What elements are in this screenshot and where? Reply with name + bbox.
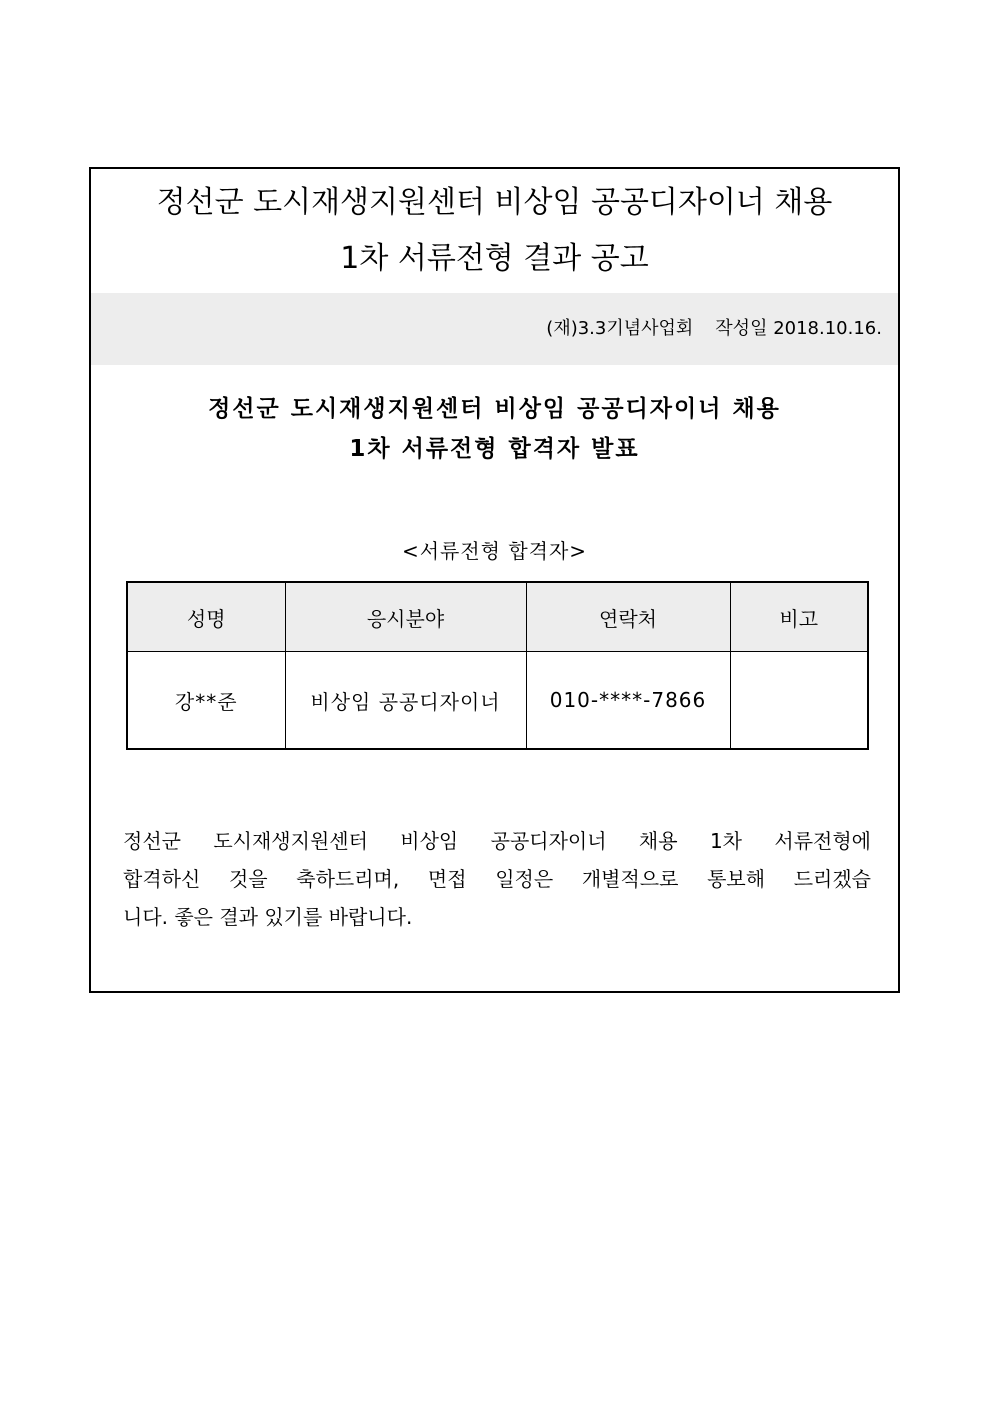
cell-name: 강**준 (127, 652, 285, 750)
date-value: 2018.10.16. (773, 318, 882, 339)
body-line-3: 니다. 좋은 결과 있기를 바랍니다. (123, 905, 413, 929)
cell-field: 비상임 공공디자이너 (285, 652, 526, 750)
meta-bar (91, 293, 898, 365)
subtitle-line-1: 정선군 도시재생지원센터 비상임 공공디자이너 채용 (208, 396, 781, 422)
title-area (91, 169, 898, 293)
cell-contact: 010-****-7866 (526, 652, 730, 750)
table-row (127, 652, 868, 750)
notice-frame (89, 167, 900, 993)
notice-title-line-2: 1차 서류전형 결과 공고 (340, 241, 649, 276)
subtitle-line-2: 1차 서류전형 합격자 발표 (349, 436, 640, 462)
body-line-2: 합격하신 것을 축하드리며, 면접 일정은 개별적으로 통보해 드리겠습 (123, 867, 871, 891)
date-label: 작성일 (715, 318, 768, 339)
passer-table (126, 581, 869, 750)
organization-name: (재)3.3기념사업회 (546, 318, 694, 339)
table-caption: <서류전형 합격자> (401, 539, 588, 563)
header-contact: 연락처 (526, 582, 730, 652)
table-header-row (127, 582, 868, 652)
body-text (123, 822, 871, 936)
header-note: 비고 (730, 582, 868, 652)
body-line-1: 정선군 도시재생지원센터 비상임 공공디자이너 채용 1차 서류전형에 (123, 829, 871, 853)
cell-note (730, 652, 868, 750)
header-field: 응시분야 (285, 582, 526, 652)
meta-info (546, 315, 882, 343)
header-name: 성명 (127, 582, 285, 652)
notice-title-line-1: 정선군 도시재생지원센터 비상임 공공디자이너 채용 (156, 185, 833, 220)
